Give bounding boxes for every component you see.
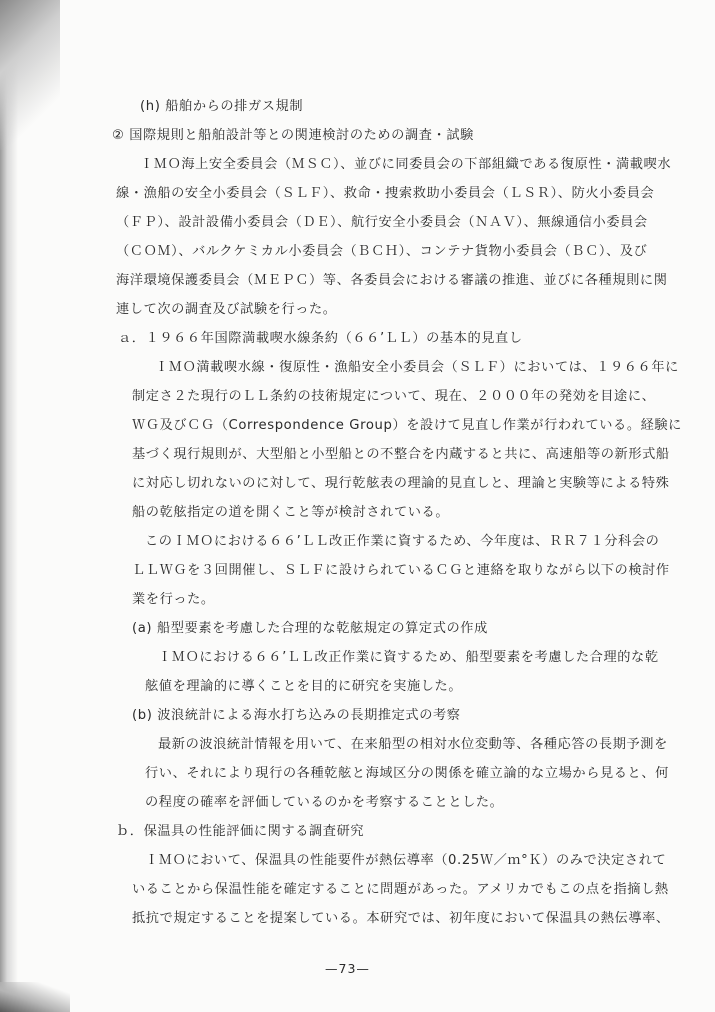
paragraph-line: ＩＭＯにおいて、保温具の性能要件が熱伝導率（0.25Ｗ／ｍ°Ｋ）のみで決定されて <box>145 853 667 868</box>
paragraph-line: このＩＭＯにおける６６’ＬＬ改正作業に資するため、今年度は、ＲＲ７１分科会の <box>145 534 660 549</box>
paragraph-line: 海洋環境保護委員会（ＭＥＰＣ）等、各委員会における審議の推進、並びに各種規則に関 <box>116 273 668 288</box>
paragraph-line: 行い、それにより現行の各種乾舷と海域区分の関係を確立論的な立場から見ると、何 <box>145 766 669 781</box>
paragraph-line: に対応し切れないのに対して、現行乾舷表の理論的見直しと、理論と実験等による特殊 <box>132 476 670 491</box>
paragraph-line: 舷値を理論的に導くことを目的に研究を実施した。 <box>145 679 463 694</box>
paragraph-line: ＩＭＯ満載喫水線・復原性・漁船安全小委員会（ＳＬＦ）においては、１９６６年に <box>155 360 679 375</box>
item-a-heading: ａ．１９６６年国際満載喫水線条約（６６’ＬＬ）の基本的見直し <box>118 331 523 346</box>
paragraph-line: ＩＭＯにおける６６’ＬＬ改正作業に資するため、船型要素を考慮した合理的な乾 <box>158 650 659 665</box>
paragraph-line: （ＣＯＭ）、バルクケミカル小委員会（ＢＣＨ）、コンテナ貨物小委員会（ＢＣ）、及び <box>116 244 648 259</box>
section-2-heading: ② 国際規則と船舶設計等との関連検討のための調査・試験 <box>112 128 474 143</box>
paragraph-line: いることから保温性能を確定することに問題があった。アメリカでもこの点を指摘し熱 <box>132 882 669 897</box>
paragraph-line: 最新の波浪統計情報を用いて、在来船型の相対水位変動等、各種応答の長期予測を <box>158 737 668 752</box>
paragraph-line: ＬＬＷＧを３回開催し、ＳＬＦに設けられているＣＧと連絡を取りながら以下の検討作 <box>132 563 670 578</box>
scan-shadow-top <box>0 0 60 150</box>
paragraph-line: 制定さ２た現行のＬＬ条約の技術規定について、現在、２０００年の発効を目途に、 <box>132 389 656 404</box>
paragraph-line: 業を行った。 <box>132 592 215 607</box>
paragraph-line: （ＦＰ）、設計設備小委員会（ＤＥ）、航行安全小委員会（ＮＡＶ）、無線通信小委員会 <box>116 215 648 230</box>
paragraph-line: 船の乾舷指定の道を開くこと等が検討されている。 <box>132 505 450 520</box>
paragraph-line: 線・漁船の安全小委員会（ＳＬＦ）、救命・捜索救助小委員会（ＬＳＲ）、防火小委員会 <box>116 186 655 201</box>
subitem-h-heading: (h) 船舶からの排ガス規制 <box>140 99 304 114</box>
paragraph-line: 基づく現行規則が、大型船と小型船との不整合を内蔵すると共に、高速船等の新形式船 <box>132 447 670 462</box>
subitem-a-heading: (a) 船型要素を考慮した合理的な乾舷規定の算定式の作成 <box>132 621 488 636</box>
paragraph-line: ＩＭＯ海上安全委員会（ＭＳＣ）、並びに同委員会の下部組織である復原性・満載喫水 <box>140 157 672 172</box>
scan-shadow-bottom <box>0 982 70 1012</box>
paragraph-line: の程度の確率を評価しているのかを考察することとした。 <box>145 795 504 810</box>
paragraph-line: 連して次の調査及び試験を行った。 <box>116 302 337 317</box>
subitem-b-heading: (b) 波浪統計による海水打ち込みの長期推定式の考察 <box>132 708 461 723</box>
paragraph-line: ＷＧ及びＣＧ（Correspondence Group）を設けて見直し作業が行われている。経験に <box>132 418 682 433</box>
item-b-heading: ｂ．保温具の性能評価に関する調査研究 <box>116 824 365 839</box>
scan-shadow-left <box>0 0 18 1012</box>
page-number: —73— <box>325 961 370 976</box>
paragraph-line: 抵抗で規定することを提案している。本研究では、初年度において保温具の熱伝導率、 <box>132 911 670 926</box>
